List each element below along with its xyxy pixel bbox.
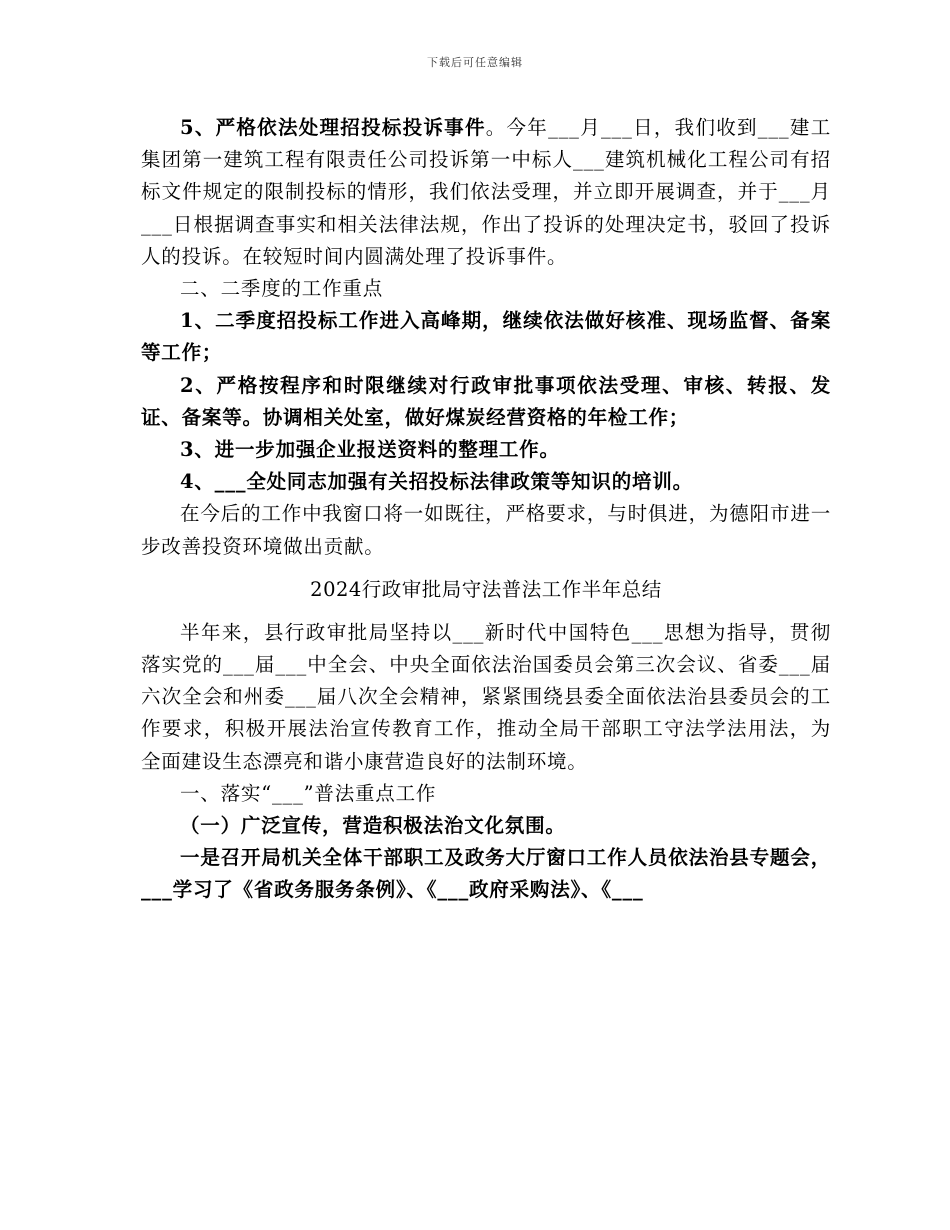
heading-implement: 一、落实“___”普法重点工作 (180, 781, 437, 805)
item5-heading: 5、严格依法处理招投标投诉事件 (180, 116, 486, 139)
subheading-publicity: （一）广泛宣传，营造积极法治文化氛围。 (180, 814, 566, 838)
paragraph-meeting: 一是召开局机关全体干部职工及政务大厅窗口工作人员依法治县专题会，___学习了《省政务服务条例》、《___政府采购法》、《___ (141, 846, 831, 902)
document-body (141, 112, 831, 907)
point-4: 4、___全处同志加强有关招投标法律政策等知识的培训。 (180, 470, 693, 494)
point-1: 1、二季度招投标工作进入高峰期，继续依法做好核准、现场监督、备案等工作； (141, 309, 831, 365)
paragraph-item5 (141, 112, 831, 273)
heading-work-focus: 二、二季度的工作重点 (180, 277, 384, 301)
intro-paragraph: 半年来，县行政审批局坚持以___新时代中国特色___思想为指导，贯彻落实党的___届___中全会、中央全面依法治国委员会第三次会议、省委___届六次全会和州委___届八次全会精神，紧紧围绕县委全面依法治县委员会的工作要求，积极开展法治宣传教育工作，推动全局干部职工守法学法用法，为全面建设生态漂亮和谐小康营造良好的法制环境。 (141, 620, 831, 773)
closing-paragraph: 在今后的工作中我窗口将一如既往，严格要求，与时俱进，为德阳市进一步改善投资环境做出贡献。 (141, 502, 831, 558)
item5-body: 。今年___月___日，我们收到___建工集团第一建筑工程有限责任公司投诉第一中标人___建筑机械化工程公司有招标文件规定的限制投标的情形，我们依法受理，并立即开展调查，并于___月___日根据调查事实和相关法律法规，作出了投诉的处理决定书，驳回了投诉人的投诉。在较短时间内圆满处理了投诉事件。 (141, 116, 831, 268)
section-title: 2024行政审批局守法普法工作半年总结 (310, 577, 662, 601)
point-3: 3、进一步加强企业报送资料的整理工作。 (180, 438, 560, 462)
point-2: 2、严格按程序和时限继续对行政审批事项依法受理、审核、转报、发证、备案等。协调相关处室，做好煤炭经营资格的年检工作； (141, 373, 831, 429)
page-header: 下载后可任意编辑 (427, 56, 523, 69)
